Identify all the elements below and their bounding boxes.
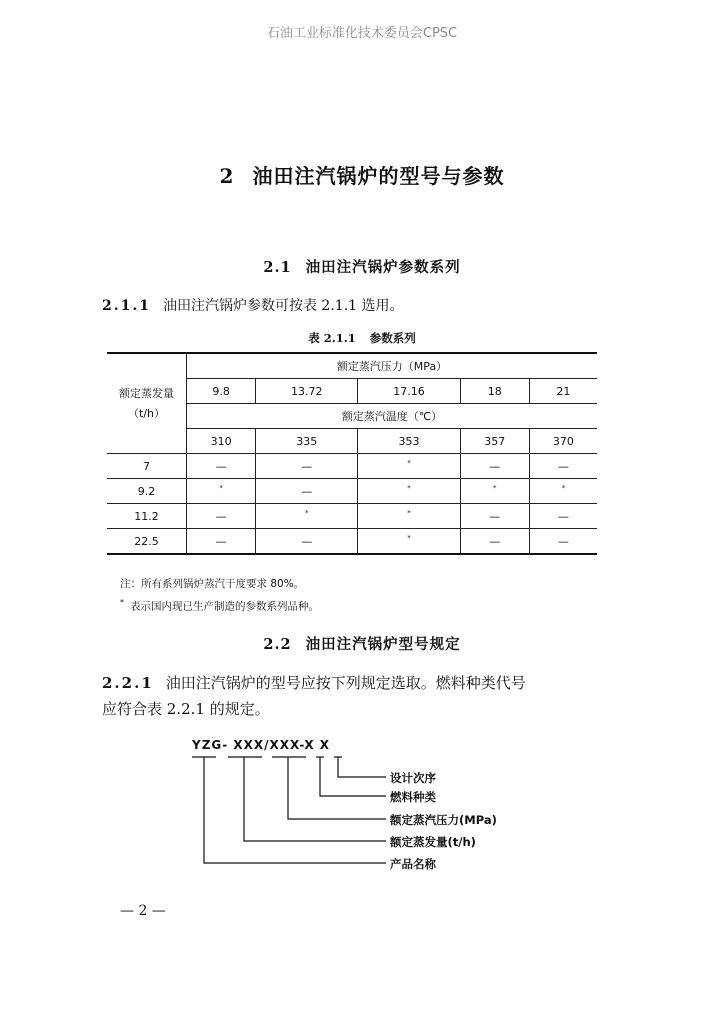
section-heading-2-1 bbox=[0, 256, 724, 277]
pressure-cell: 18 bbox=[460, 379, 529, 404]
table-caption-title: 参数系列 bbox=[369, 331, 416, 345]
value-cell bbox=[187, 454, 256, 479]
value-cell bbox=[358, 504, 460, 529]
model-code: YZG- XXX/XXX-X X bbox=[192, 738, 330, 752]
section-heading-2-2 bbox=[0, 633, 724, 654]
capacity-cell: 7 bbox=[107, 454, 187, 479]
row-header-line1: 额定蒸发量 bbox=[119, 386, 174, 400]
clause-2-2-1 bbox=[102, 670, 526, 722]
row-header-line2: （t/h） bbox=[128, 406, 165, 420]
value-cell bbox=[187, 479, 256, 504]
temperature-cell: 310 bbox=[187, 429, 256, 454]
dash-mark: — bbox=[557, 509, 569, 523]
pressure-cell: 9.8 bbox=[187, 379, 256, 404]
label-rated-pressure: 额定蒸汽压力(MPa) bbox=[390, 813, 497, 827]
note-2-text: 表示国内现已生产制造的参数系列品种。 bbox=[130, 600, 319, 613]
clause-2-1-1 bbox=[102, 295, 404, 315]
value-cell bbox=[460, 504, 529, 529]
available-mark: * bbox=[407, 534, 411, 543]
clause-number: 2.2.1 bbox=[102, 674, 154, 692]
chapter-heading bbox=[0, 160, 724, 189]
table-note-1: 注：所有系列锅炉蒸汽干度要求 80%。 bbox=[120, 578, 305, 590]
diagram-leader-lines bbox=[180, 735, 580, 885]
dash-mark: — bbox=[489, 534, 501, 548]
available-mark: * bbox=[219, 484, 223, 493]
page-number: — 2 — bbox=[120, 903, 166, 919]
table-row bbox=[107, 479, 597, 504]
available-mark: * bbox=[305, 509, 309, 518]
value-cell bbox=[256, 529, 358, 555]
table-caption-number: 表 2.1.1 bbox=[308, 331, 356, 345]
section-number: 2.1 bbox=[263, 259, 292, 276]
label-product-name: 产品名称 bbox=[390, 857, 436, 871]
clause-text-line2: 应符合表 2.2.1 的规定。 bbox=[102, 700, 270, 718]
value-cell bbox=[529, 454, 597, 479]
pressure-cell: 17.16 bbox=[358, 379, 460, 404]
dash-mark: — bbox=[557, 459, 569, 473]
dash-mark: — bbox=[301, 484, 313, 498]
note-star-mark: * bbox=[120, 598, 124, 607]
label-design-sequence: 设计次序 bbox=[390, 771, 436, 785]
capacity-cell: 22.5 bbox=[107, 529, 187, 555]
section-title: 油田注汽锅炉参数系列 bbox=[305, 259, 461, 276]
value-cell bbox=[187, 529, 256, 555]
temperature-cell: 357 bbox=[460, 429, 529, 454]
dash-mark: — bbox=[215, 509, 227, 523]
value-cell bbox=[358, 529, 460, 555]
table-note-2 bbox=[120, 598, 319, 614]
dash-mark: — bbox=[215, 459, 227, 473]
value-cell bbox=[529, 504, 597, 529]
parameter-table bbox=[107, 352, 597, 555]
dash-mark: — bbox=[215, 534, 227, 548]
capacity-cell: 9.2 bbox=[107, 479, 187, 504]
table-caption bbox=[0, 330, 724, 346]
row-header-cell bbox=[107, 353, 187, 454]
section-title: 油田注汽锅炉型号规定 bbox=[305, 636, 461, 653]
value-cell bbox=[256, 454, 358, 479]
available-mark: * bbox=[492, 484, 497, 493]
value-cell bbox=[460, 479, 529, 504]
available-mark: * bbox=[407, 484, 411, 493]
value-cell bbox=[187, 504, 256, 529]
chapter-number: 2 bbox=[219, 164, 235, 188]
watermark: 石油工业标准化技术委员会CPSC bbox=[266, 26, 458, 41]
value-cell bbox=[460, 454, 529, 479]
dash-mark: — bbox=[557, 534, 569, 548]
dash-mark: — bbox=[301, 459, 313, 473]
available-mark: * bbox=[407, 509, 411, 518]
pressure-cell: 21 bbox=[529, 379, 597, 404]
value-cell bbox=[256, 504, 358, 529]
value-cell bbox=[358, 479, 460, 504]
temperature-cell: 370 bbox=[529, 429, 597, 454]
value-cell bbox=[256, 479, 358, 504]
pressure-header: 额定蒸汽压力（MPa） bbox=[187, 353, 598, 379]
chapter-title: 油田注汽锅炉的型号与参数 bbox=[252, 164, 505, 188]
temperature-cell: 335 bbox=[256, 429, 358, 454]
pressure-cell: 13.72 bbox=[256, 379, 358, 404]
value-cell bbox=[529, 479, 597, 504]
clause-text: 油田注汽锅炉参数可按表 2.1.1 选用。 bbox=[162, 298, 404, 314]
dash-mark: — bbox=[489, 459, 501, 473]
label-rated-capacity: 额定蒸发量(t/h) bbox=[390, 835, 476, 849]
dash-mark: — bbox=[301, 534, 313, 548]
available-mark: * bbox=[407, 459, 411, 468]
label-fuel-type: 燃料种类 bbox=[390, 790, 436, 804]
capacity-cell: 11.2 bbox=[107, 504, 187, 529]
dash-mark: — bbox=[489, 509, 501, 523]
section-number: 2.2 bbox=[263, 636, 292, 653]
temperature-cell: 353 bbox=[358, 429, 460, 454]
table-row bbox=[107, 504, 597, 529]
clause-text-line1: 油田注汽锅炉的型号应按下列规定选取。燃料种类代号 bbox=[165, 674, 526, 692]
value-cell bbox=[460, 529, 529, 555]
value-cell bbox=[529, 529, 597, 555]
model-code-diagram bbox=[180, 735, 580, 885]
clause-number: 2.1.1 bbox=[102, 298, 151, 314]
value-cell bbox=[358, 454, 460, 479]
available-mark: * bbox=[561, 484, 566, 493]
temperature-header: 额定蒸汽温度（℃） bbox=[187, 404, 598, 429]
table-row bbox=[107, 529, 597, 555]
table-row bbox=[107, 454, 597, 479]
